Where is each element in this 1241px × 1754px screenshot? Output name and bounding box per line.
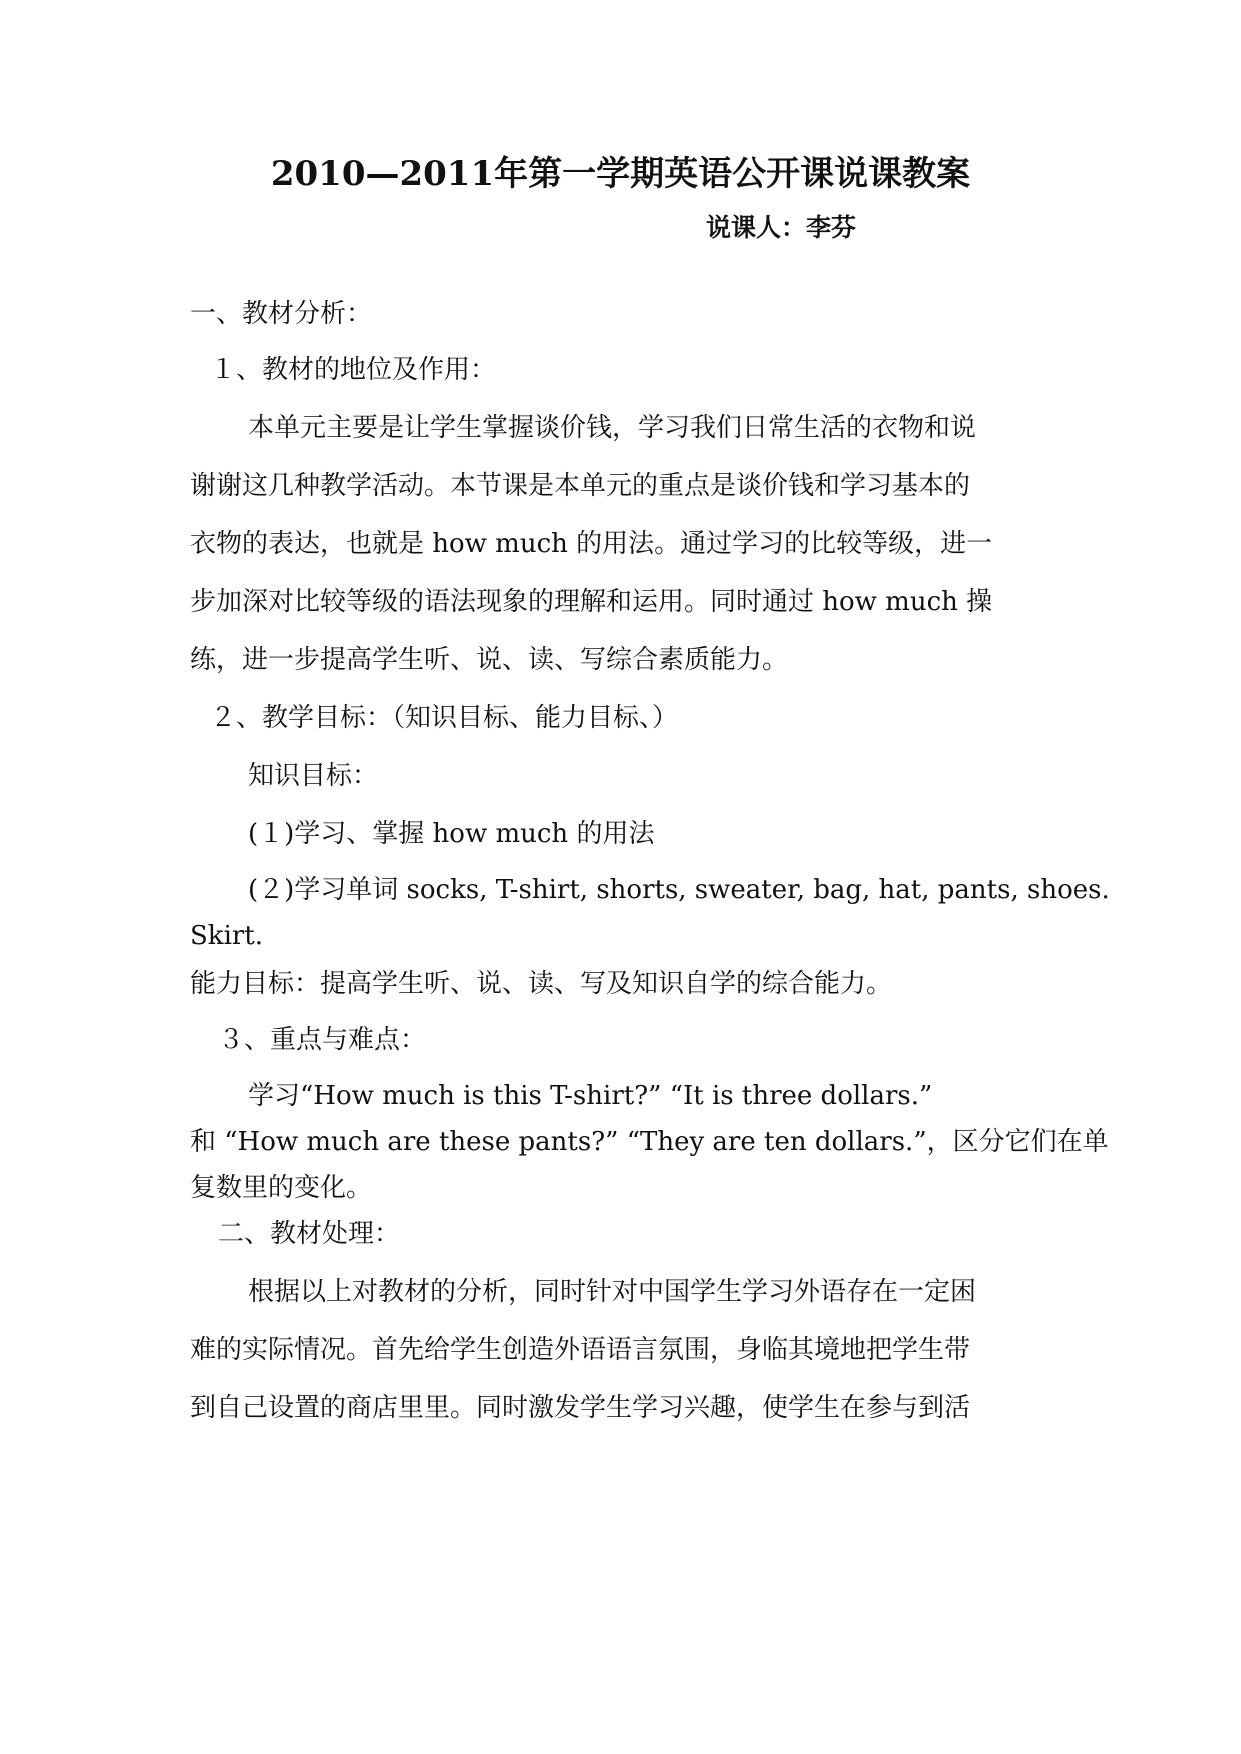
speaker-line [706, 210, 856, 246]
subsection-heading: ３、重点与难点： [218, 1025, 427, 1055]
paragraph-line: 和 “How much are these pants?” “They are ten dollars.”，区分它们在单 [190, 1127, 1109, 1157]
paragraph-line: 难的实际情况。首先给学生创造外语语言氛围，身临其境地把学生带 [190, 1335, 971, 1365]
paragraph-line: 能力目标：提高学生听、说、读、写及知识自学的综合能力。 [190, 969, 893, 999]
speaker-name: 李芬 [806, 213, 857, 242]
list-item: (１)学习、掌握 how much 的用法 [248, 819, 655, 849]
paragraph-line: 衣物的表达，也就是 how much 的用法。通过学习的比较等级，进一 [190, 529, 993, 559]
section-heading: 二、教材处理： [218, 1219, 401, 1249]
paragraph-line: 本单元主要是让学生掌握谈价钱，学习我们日常生活的衣物和说 [248, 413, 977, 443]
subsection-heading: ２、教学目标：（知识目标、能力目标、） [210, 703, 679, 733]
paragraph-line: 知识目标： [248, 761, 379, 791]
paragraph-line: 谢谢这几种教学活动。本节课是本单元的重点是谈价钱和学习基本的 [190, 471, 971, 501]
paragraph-line: 学习“How much is this T-shirt?” “It is three dollars.” [248, 1081, 933, 1111]
subsection-heading: １、教材的地位及作用： [210, 355, 497, 385]
document-title: 2010—2011年第一学期英语公开课说课教案 [270, 154, 971, 194]
paragraph-line: 步加深对比较等级的语法现象的理解和运用。同时通过 how much 操 [190, 587, 993, 617]
paragraph-line: Skirt. [190, 921, 264, 951]
speaker-label: 说课人： [706, 213, 807, 242]
paragraph-line: 根据以上对教材的分析，同时针对中国学生学习外语存在一定困 [248, 1277, 977, 1307]
paragraph-line: 到自己设置的商店里里。同时激发学生学习兴趣，使学生在参与到活 [190, 1393, 971, 1423]
list-item: (２)学习单词 socks, T-shirt, shorts, sweater, bag, hat, pants, shoes. [248, 875, 1110, 905]
section-heading: 一、教材分析： [190, 299, 373, 329]
paragraph-line: 复数里的变化。 [190, 1173, 373, 1203]
paragraph-line: 练，进一步提高学生听、说、读、写综合素质能力。 [190, 645, 789, 675]
